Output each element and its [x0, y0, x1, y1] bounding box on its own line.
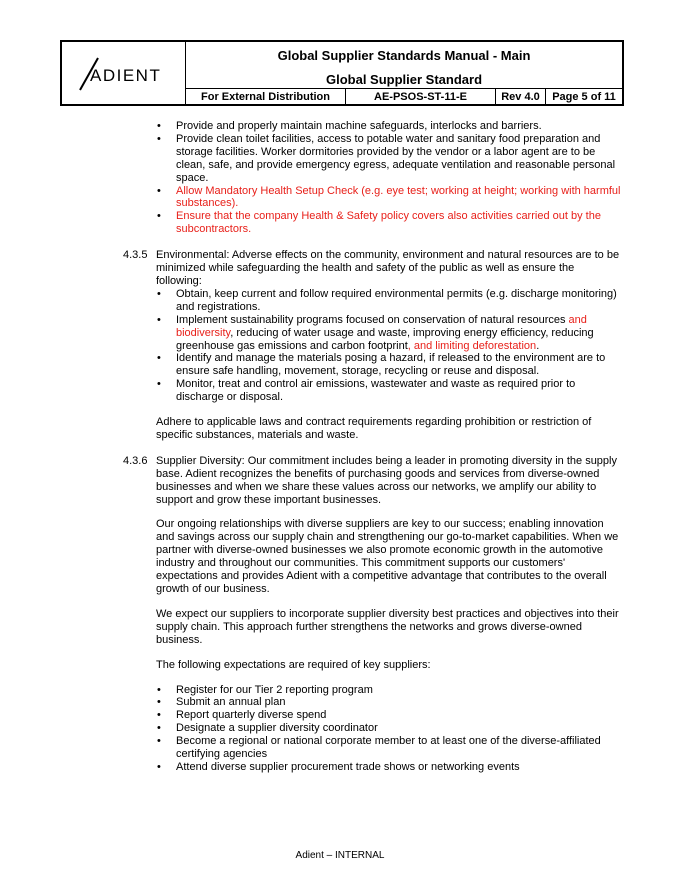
distribution-label: For External Distribution [186, 89, 346, 106]
paragraph: We expect our suppliers to incorporate supplier diversity best practices and objectives into their supply chain. This approach further strengthens the networks and grows diverse-owned business. [156, 607, 619, 646]
document-body [0, 120, 680, 774]
list-item: • Allow Mandatory Health Setup Check (e.g. eye test; working at height; working with harmful substances). [157, 184, 621, 210]
adient-logo [76, 56, 172, 92]
manual-title: Global Supplier Standards Manual - Main [277, 48, 531, 63]
section-number: 4.3.6 [123, 454, 148, 467]
list-item: • Submit an annual plan [157, 696, 286, 709]
section-intro: Environmental: Adverse effects on the community, environment and natural resources are to be minimized while safeguarding the health and safety of the public as well as ensure the following: [156, 249, 620, 287]
list-item: • Implement sustainability programs focused on conservation of natural resources and biodiversity, reducing of water usage and waste, improving energy efficiency, reducing greenhouse gas emissions and carbon footprint, and limiting deforestation. [157, 313, 594, 352]
page-footer: Adient – INTERNAL [295, 850, 385, 861]
list-item: • Monitor, treat and control air emissions, wastewater and waste as required prior to discharge or disposal. [157, 378, 576, 404]
paragraph: The following expectations are required of key suppliers: [156, 658, 431, 671]
document-header [60, 40, 624, 106]
section-4-3-6 [0, 455, 680, 507]
section-4-3-5 [0, 249, 680, 288]
list-item: • Provide clean toilet facilities, access to potable water and sanitary food preparation and storage facilities. Worker dormitories provided by the vendor or a labor agent are to be clean, safe, and provide emergency egress, adequate ventilation and reasonable personal space. [157, 132, 616, 184]
paragraph: Our ongoing relationships with diverse suppliers are key to our success; enabling innovation and savings across our supply chain and strengthening our go-to-market capabilities. When we partner with diverse-owned businesses we also promote economic growth in the automotive industry and throughout our communities. This commitment supports our customers' expectations and provides Adient with a competitive advantage that contributes to the overall growth of our business. [156, 518, 619, 595]
section-number: 4.3.5 [123, 249, 148, 262]
list-item: • Identify and manage the materials posing a hazard, if released to the environment are to ensure safe handling, movement, storage, recycling or reuse and disposal. [157, 352, 606, 378]
header-meta-row [186, 88, 622, 106]
list-item: • Become a regional or national corporate member to at least one of the diverse-affiliated certifying agencies [157, 735, 601, 761]
document-id: AE-PSOS-ST-11-E [346, 89, 496, 106]
list-item: • Ensure that the company Health & Safety policy covers also activities carried out by the subcontractors. [157, 210, 601, 236]
logo-cell [62, 42, 186, 106]
revision-label: Rev 4.0 [496, 89, 546, 106]
page-number: Page 5 of 11 [552, 91, 616, 103]
standard-title: Global Supplier Standard [325, 72, 483, 87]
section-intro: Supplier Diversity: Our commitment includes being a leader in promoting diversity in the supply base. Adient recognizes the benefits of purchasing goods and services from diverse-owned businesses and when we share these values across our networks, we amplify our ability to support and grow these important businesses. [156, 454, 617, 506]
list-item: • Report quarterly diverse spend [157, 709, 327, 722]
logo-text: ADIENT [90, 66, 162, 85]
list-item: • Attend diverse supplier procurement trade shows or networking events [157, 760, 520, 773]
list-item: • Register for our Tier 2 reporting program [157, 683, 373, 696]
header-info [186, 42, 622, 106]
paragraph: Adhere to applicable laws and contract requirements regarding prohibition or restriction of specific substances, materials and waste. [156, 416, 592, 441]
list-item: • Designate a supplier diversity coordinator [157, 722, 378, 735]
list-item: • Obtain, keep current and follow required environmental permits (e.g. discharge monitoring) and registrations. [157, 287, 617, 313]
list-item: • Provide and properly maintain machine safeguards, interlocks and barriers. [157, 120, 542, 132]
